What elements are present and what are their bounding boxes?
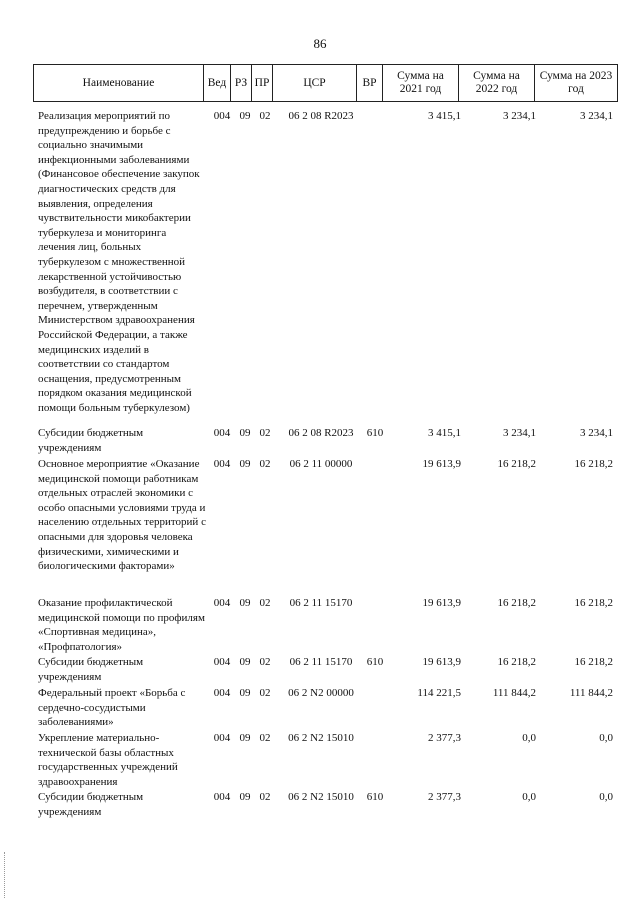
row-sum-2022: 111 844,2	[492, 687, 536, 699]
page-number: 86	[313, 36, 327, 51]
row-name: Основное мероприятие «Оказание медицинской помощи работникам отдельных отраслей экономики с особо опасными условиями труда и населению отдельных территорий с опасными для здоровья человека физическими, химическими и биологическими факторами»	[38, 458, 206, 573]
header-sum-2021: Сумма на 2021 год	[383, 65, 459, 102]
row-csr: 06 2 11 00000	[289, 458, 353, 470]
header-sum-2022: Сумма на 2022 год	[459, 65, 535, 102]
row-sum-2023: 16 218,2	[574, 597, 613, 609]
row-sum-2023: 0,0	[599, 791, 613, 803]
row-sum-2022: 16 218,2	[497, 458, 536, 470]
row-sum-2023: 3 234,1	[580, 427, 613, 439]
header-csr: ЦСР	[273, 65, 357, 102]
row-sum-2022: 16 218,2	[497, 656, 536, 668]
row-pr: 02	[259, 458, 271, 470]
row-pr: 02	[259, 427, 271, 439]
row-ved: 004	[213, 656, 231, 668]
row-rz: 09	[239, 687, 251, 699]
row-rz: 09	[239, 656, 251, 668]
row-sum-2021: 3 415,1	[428, 427, 461, 439]
row-csr: 06 2 11 15170	[289, 656, 353, 668]
row-csr: 06 2 08 R2023	[288, 110, 354, 122]
row-sum-2023: 111 844,2	[569, 687, 613, 699]
row-sum-2021: 2 377,3	[428, 732, 461, 744]
row-pr: 02	[259, 732, 271, 744]
row-ved: 004	[213, 791, 231, 803]
row-name: Реализация мероприятий по предупреждению и борьбе с социально значимыми инфекционными заболеваниями (Финансовое обеспечение закупок диагностических средств для выявления, определения чувствительности микобактерии туберкулеза и мониторинга лечения лиц, больных туберкулезом с множественной лекарственной устойчивостью возбудителя, в соответствии с перечнем, утвержденным Министерством здравоохранения Российской Федерации, а также медицинских изделий в соответствии со стандартом оснащения, предусмотренным порядком оказания медицинской помощи больным туберкулезом)	[38, 110, 200, 414]
row-name: Субсидии бюджетным учреждениям	[38, 791, 144, 818]
row-rz: 09	[239, 597, 251, 609]
header-vr: ВР	[357, 65, 383, 102]
row-rz: 09	[239, 427, 251, 439]
row-sum-2022: 3 234,1	[503, 427, 536, 439]
budget-table-header	[33, 64, 618, 102]
row-sum-2023: 16 218,2	[574, 656, 613, 668]
row-ved: 004	[213, 458, 231, 470]
row-rz: 09	[239, 791, 251, 803]
row-pr: 02	[259, 687, 271, 699]
row-sum-2021: 19 613,9	[422, 458, 461, 470]
header-pr: ПР	[252, 65, 273, 102]
row-sum-2021: 114 221,5	[417, 687, 461, 699]
row-ved: 004	[213, 597, 231, 609]
row-csr: 06 2 11 15170	[289, 597, 353, 609]
row-ved: 004	[213, 732, 231, 744]
row-sum-2022: 16 218,2	[497, 597, 536, 609]
row-rz: 09	[239, 732, 251, 744]
row-vr: 610	[366, 656, 384, 668]
row-sum-2022: 3 234,1	[503, 110, 536, 122]
row-pr: 02	[259, 791, 271, 803]
row-csr: 06 2 N2 15010	[288, 791, 354, 803]
row-name: Субсидии бюджетным учреждениям	[38, 427, 144, 454]
header-rz: РЗ	[231, 65, 252, 102]
row-sum-2022: 0,0	[522, 732, 536, 744]
row-csr: 06 2 N2 15010	[288, 732, 354, 744]
row-pr: 02	[259, 597, 271, 609]
row-rz: 09	[239, 458, 251, 470]
row-ved: 004	[213, 687, 231, 699]
row-sum-2022: 0,0	[522, 791, 536, 803]
row-sum-2021: 19 613,9	[422, 597, 461, 609]
row-sum-2021: 19 613,9	[422, 656, 461, 668]
row-sum-2023: 0,0	[599, 732, 613, 744]
row-pr: 02	[259, 656, 271, 668]
row-vr: 610	[366, 791, 384, 803]
header-ved: Вед	[204, 65, 231, 102]
row-sum-2023: 16 218,2	[574, 458, 613, 470]
row-vr: 610	[366, 427, 384, 439]
row-ved: 004	[213, 427, 231, 439]
row-name: Оказание профилактической медицинской помощи по профилям «Спортивная медицина», «Профпатология»	[38, 597, 205, 653]
row-sum-2023: 3 234,1	[580, 110, 613, 122]
row-name: Федеральный проект «Борьба с сердечно-сосудистыми заболеваниями»	[38, 687, 186, 729]
row-csr: 06 2 N2 00000	[288, 687, 354, 699]
row-name: Укрепление материально-технической базы областных государственных учреждений здравоохранения	[38, 732, 178, 788]
margin-dotted-line	[4, 852, 7, 898]
row-pr: 02	[259, 110, 271, 122]
header-sum-2023: Сумма на 2023 год	[535, 65, 618, 102]
row-sum-2021: 2 377,3	[428, 791, 461, 803]
row-rz: 09	[239, 110, 251, 122]
row-ved: 004	[213, 110, 231, 122]
row-sum-2021: 3 415,1	[428, 110, 461, 122]
row-csr: 06 2 08 R2023	[288, 427, 354, 439]
header-name: Наименование	[34, 65, 204, 102]
row-name: Субсидии бюджетным учреждениям	[38, 656, 144, 683]
